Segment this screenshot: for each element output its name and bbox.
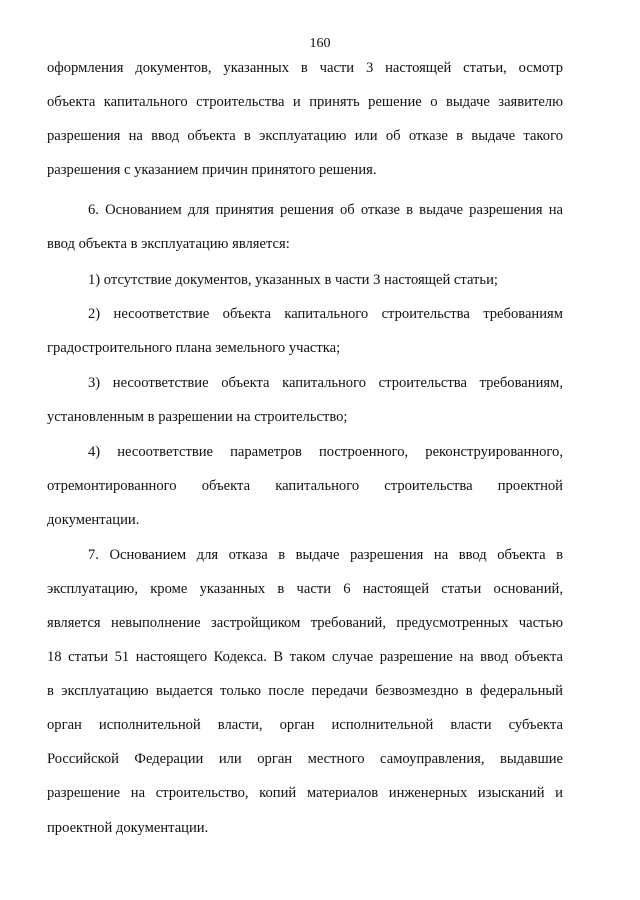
text-line: проектной документации.	[47, 820, 209, 836]
text-line: 2) несоответствие объекта капитального строительства требованиям	[88, 306, 563, 322]
text-line: ввод объекта в эксплуатацию является:	[47, 236, 290, 252]
text-line: разрешение на строительство, копий материалов инженерных изысканий и	[47, 785, 563, 801]
text-line: отремонтированного объекта капитального строительства проектной	[47, 478, 563, 494]
text-line: градостроительного плана земельного участка;	[47, 340, 341, 356]
text-line: 4) несоответствие параметров построенного, реконструированного,	[88, 444, 563, 460]
text-line: установленным в разрешении на строительство;	[47, 409, 348, 425]
text-line: оформления документов, указанных в части 3 настоящей статьи, осмотр	[47, 60, 563, 76]
text-line: 18 статьи 51 настоящего Кодекса. В таком случае разрешение на ввод объекта	[47, 649, 563, 665]
text-line: разрешения на ввод объекта в эксплуатацию или об отказе в выдаче такого	[47, 128, 563, 144]
text-line: объекта капитального строительства и принять решение о выдаче заявителю	[47, 94, 563, 110]
text-line: разрешения с указанием причин принятого решения.	[47, 162, 377, 178]
text-line: Российской Федерации или орган местного самоуправления, выдавшие	[47, 751, 563, 767]
page-number: 160	[309, 36, 331, 51]
text-line: 7. Основанием для отказа в выдаче разрешения на ввод объекта в	[88, 547, 563, 563]
text-line: эксплуатацию, кроме указанных в части 6 настоящей статьи оснований,	[47, 581, 563, 597]
text-line: является невыполнение застройщиком требований, предусмотренных частью	[47, 615, 563, 631]
text-line: орган исполнительной власти, орган исполнительной власти субъекта	[47, 717, 563, 733]
text-line: 3) несоответствие объекта капитального строительства требованиям,	[88, 375, 563, 391]
text-line: документации.	[47, 512, 140, 528]
text-line: 6. Основанием для принятия решения об отказе в выдаче разрешения на	[88, 202, 563, 218]
text-line: в эксплуатацию выдается только после передачи безвозмездно в федеральный	[47, 683, 563, 699]
text-line: 1) отсутствие документов, указанных в части 3 настоящей статьи;	[88, 272, 498, 288]
